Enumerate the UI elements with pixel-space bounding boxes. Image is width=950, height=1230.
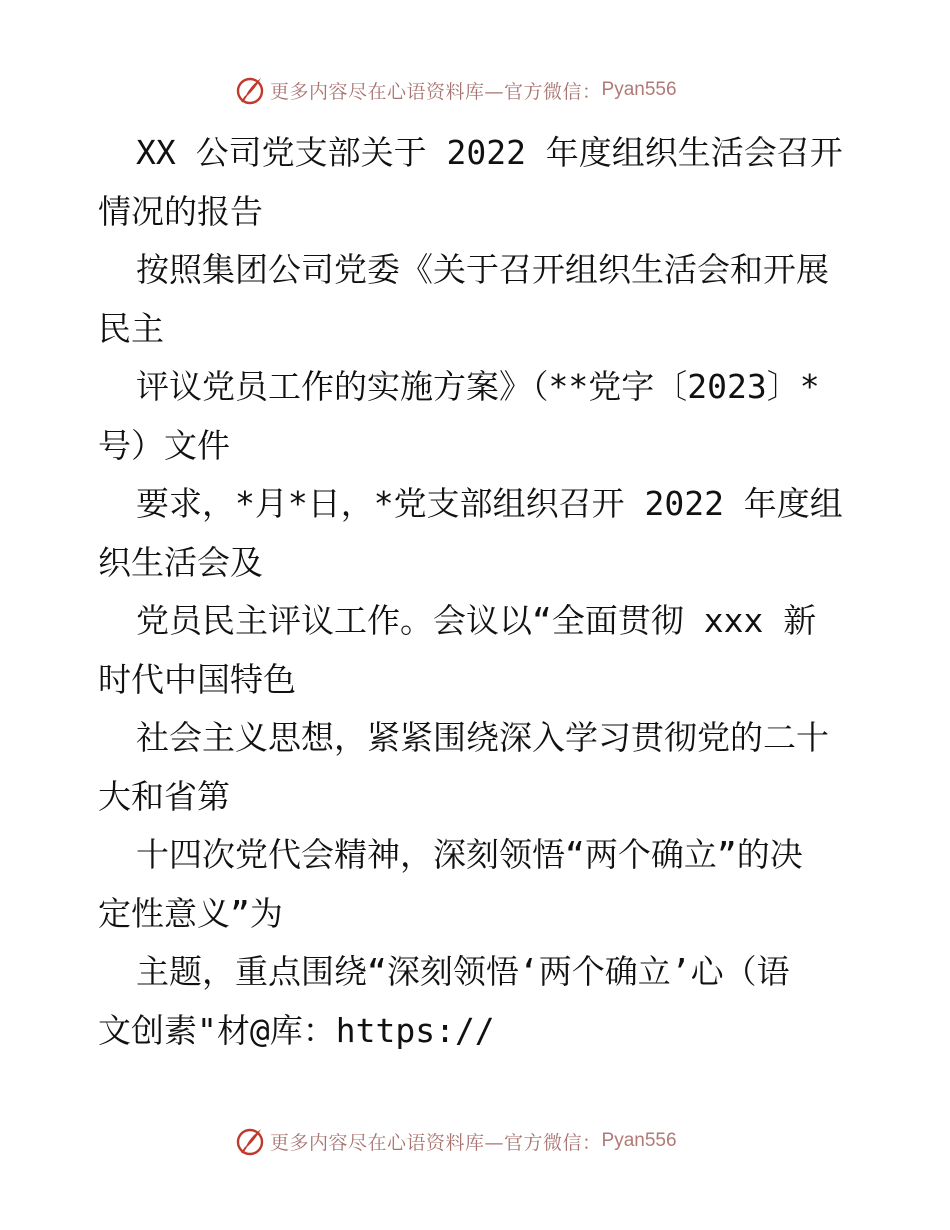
footer-banner-text: 更多内容尽在心语资料库—官方微信： xyxy=(270,1131,602,1154)
document-line: 民主 xyxy=(98,308,164,348)
footer-banner xyxy=(234,1124,677,1158)
footer-wechat-id: Pyan556 xyxy=(601,1130,677,1151)
header-banner-text: 更多内容尽在心语资料库—官方微信： xyxy=(270,80,602,103)
quill-logo-icon xyxy=(234,1125,266,1157)
document-line: 文创素"材@库：https:// xyxy=(98,1010,495,1050)
document-body xyxy=(98,124,858,1060)
document-line: 时代中国特色 xyxy=(98,659,296,699)
document-line: XX 公司党支部关于 2022 年度组织生活会召开 xyxy=(136,133,843,172)
document-line: 按照集团公司党委《关于召开组织生活会和开展 xyxy=(136,250,829,289)
document-line: 情况的报告 xyxy=(98,191,263,231)
document-line: 织生活会及 xyxy=(98,542,263,582)
document-line: 评议党员工作的实施方案》（**党字〔2023〕* xyxy=(136,367,820,406)
document-line: 要求，*月*日，*党支部组织召开 2022 年度组 xyxy=(136,484,843,523)
document-line: 号）文件 xyxy=(98,425,230,465)
header-wechat-id: Pyan556 xyxy=(601,79,677,100)
header-banner xyxy=(234,73,677,107)
document-line: 主题，重点围绕“深刻领悟‘两个确立’心（语 xyxy=(136,952,790,991)
document-line: 社会主义思想，紧紧围绕深入学习贯彻党的二十 xyxy=(136,718,829,757)
document-line: 十四次党代会精神，深刻领悟“两个确立”的决 xyxy=(136,835,803,874)
document-line: 大和省第 xyxy=(98,776,230,816)
document-line: 党员民主评议工作。会议以“全面贯彻 xxx 新 xyxy=(136,601,817,640)
quill-logo-icon xyxy=(234,74,266,106)
document-line: 定性意义”为 xyxy=(98,893,283,933)
